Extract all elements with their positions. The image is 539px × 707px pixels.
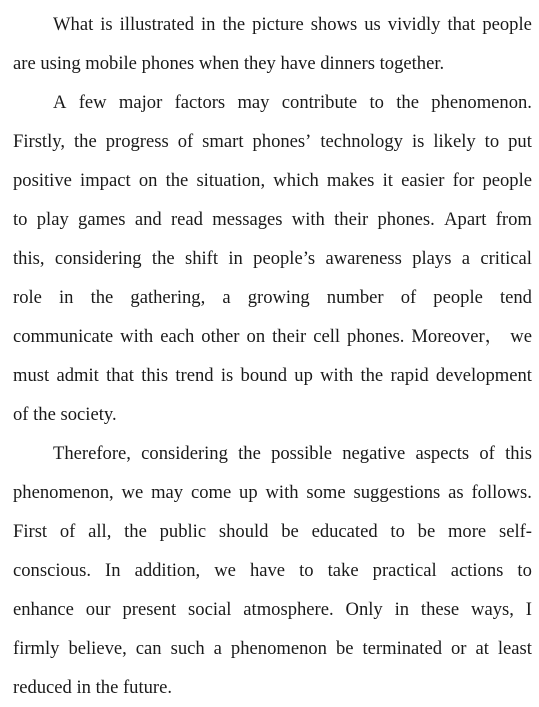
- word: growing: [247, 287, 310, 308]
- word: people’s: [253, 248, 316, 269]
- word: we: [121, 482, 144, 503]
- word: A: [53, 92, 67, 113]
- word: major: [118, 92, 163, 113]
- word: is: [220, 365, 234, 386]
- word: educated: [311, 521, 378, 542]
- word: In: [105, 560, 121, 581]
- paragraph-1: [13, 5, 532, 83]
- word: negative: [342, 443, 406, 464]
- word: games: [78, 209, 126, 230]
- text-line: are using mobile phones when they have dinners together.: [13, 53, 445, 74]
- word: phones’: [252, 131, 312, 152]
- word: to: [13, 209, 28, 230]
- word: to: [390, 521, 405, 542]
- word: of: [400, 287, 417, 308]
- word: up: [294, 365, 313, 386]
- word: least: [497, 638, 532, 659]
- word: which: [273, 170, 319, 191]
- text-line: [13, 434, 532, 473]
- text-line: [13, 356, 532, 395]
- word: it: [382, 170, 393, 191]
- word: self-: [498, 521, 532, 542]
- word: communicate: [13, 326, 114, 347]
- word: bound: [240, 365, 287, 386]
- word: each: [160, 326, 195, 347]
- word: is: [411, 131, 425, 152]
- word: this: [141, 365, 169, 386]
- text-line: [13, 200, 532, 239]
- word: may: [237, 92, 270, 113]
- word: present: [122, 599, 177, 620]
- word: that: [106, 365, 134, 386]
- word: in: [394, 599, 410, 620]
- text-line: [13, 83, 532, 122]
- word: What: [53, 14, 94, 35]
- text-line: [13, 551, 532, 590]
- word: considering: [141, 443, 228, 464]
- word: terminated: [362, 638, 443, 659]
- word: on: [246, 326, 266, 347]
- word: easier: [401, 170, 445, 191]
- word: picture: [252, 14, 304, 35]
- text-line: [13, 161, 532, 200]
- word: the: [151, 248, 175, 269]
- word: number: [326, 287, 384, 308]
- word: from: [495, 209, 532, 230]
- word: phones.: [377, 209, 435, 230]
- word: critical: [480, 248, 532, 269]
- word: I: [525, 599, 532, 620]
- word: follows.: [471, 482, 532, 503]
- word: progress: [105, 131, 169, 152]
- word: practical: [372, 560, 437, 581]
- text-line: [13, 473, 532, 512]
- word: actions: [450, 560, 504, 581]
- word: development: [435, 365, 532, 386]
- word: firmly: [13, 638, 60, 659]
- word: their: [272, 326, 307, 347]
- word: that: [447, 14, 476, 35]
- word: our: [85, 599, 111, 620]
- word: ways,: [471, 599, 514, 620]
- text-line: [13, 5, 532, 44]
- word: admit: [56, 365, 99, 386]
- word: have: [249, 560, 286, 581]
- word: the: [74, 131, 97, 152]
- word: people: [482, 170, 532, 191]
- word: tend: [499, 287, 532, 308]
- word: should: [218, 521, 269, 542]
- word: a: [213, 638, 222, 659]
- word: with: [320, 365, 354, 386]
- word: positive: [13, 170, 72, 191]
- word: public: [159, 521, 207, 542]
- word: of: [59, 521, 76, 542]
- word: conscious.: [13, 560, 91, 581]
- word: considering: [54, 248, 142, 269]
- paragraph-2: [13, 83, 532, 434]
- word: contribute: [281, 92, 358, 113]
- text-line: [13, 278, 532, 317]
- word: is: [100, 14, 113, 35]
- word: to: [369, 92, 384, 113]
- word: the: [222, 14, 246, 35]
- word: Therefore,: [53, 443, 131, 464]
- word: vividly: [387, 14, 441, 35]
- text-line: [13, 122, 532, 161]
- word: we: [214, 560, 236, 581]
- word: on: [138, 170, 158, 191]
- word: gathering,: [130, 287, 206, 308]
- word: makes: [326, 170, 375, 191]
- word: awareness: [325, 248, 402, 269]
- word: addition,: [134, 560, 201, 581]
- word: suggestions: [353, 482, 441, 503]
- word: for: [452, 170, 475, 191]
- word: the: [90, 287, 114, 308]
- text-line: [13, 512, 532, 551]
- word: people: [482, 14, 532, 35]
- word: these: [420, 599, 460, 620]
- word: with: [291, 209, 325, 230]
- word: us: [364, 14, 381, 35]
- word: put: [508, 131, 532, 152]
- word: atmosphere.: [243, 599, 334, 620]
- word: must: [13, 365, 50, 386]
- word: phenomenon: [230, 638, 327, 659]
- word: social: [188, 599, 232, 620]
- essay-document: [13, 5, 532, 707]
- word: the: [396, 92, 419, 113]
- word: impact: [80, 170, 131, 191]
- word: aspects: [415, 443, 470, 464]
- word: technology: [320, 131, 403, 152]
- word: may: [151, 482, 184, 503]
- word: we: [510, 326, 532, 347]
- word: come: [190, 482, 232, 503]
- word: phenomenon.: [431, 92, 532, 113]
- word: illustrated: [119, 14, 194, 35]
- word: First: [13, 521, 48, 542]
- word: their: [334, 209, 369, 230]
- word: shows: [310, 14, 358, 35]
- word: a: [222, 287, 231, 308]
- word: Moreover，: [411, 326, 504, 347]
- text-line: [13, 239, 532, 278]
- word: in: [200, 14, 216, 35]
- word: of: [177, 131, 194, 152]
- word: the: [165, 170, 189, 191]
- word: role: [13, 287, 42, 308]
- word: be: [335, 638, 354, 659]
- text-line: [13, 629, 532, 668]
- word: more: [447, 521, 487, 542]
- paragraph-3: [13, 434, 532, 707]
- word: factors: [174, 92, 226, 113]
- word: messages: [212, 209, 283, 230]
- word: and: [134, 209, 162, 230]
- word: of: [479, 443, 495, 464]
- word: shift: [184, 248, 219, 269]
- word: enhance: [13, 599, 74, 620]
- word: as: [448, 482, 464, 503]
- word: smart: [202, 131, 244, 152]
- word: take: [327, 560, 359, 581]
- word: phenomenon,: [13, 482, 114, 503]
- word: a: [461, 248, 471, 269]
- word: with: [120, 326, 154, 347]
- text-line: [13, 590, 532, 629]
- word: at: [475, 638, 489, 659]
- word: situation,: [196, 170, 266, 191]
- text-line: [13, 317, 532, 356]
- word: such: [170, 638, 205, 659]
- text-line: of the society.: [13, 404, 117, 425]
- word: Apart: [444, 209, 487, 230]
- word: with: [265, 482, 299, 503]
- word: or: [451, 638, 467, 659]
- word: the: [124, 521, 147, 542]
- word: believe,: [68, 638, 127, 659]
- word: the: [238, 443, 261, 464]
- word: few: [78, 92, 107, 113]
- word: this: [505, 443, 532, 464]
- word: possible: [271, 443, 333, 464]
- word: read: [170, 209, 203, 230]
- word: rapid: [390, 365, 429, 386]
- word: plays: [412, 248, 452, 269]
- word: some: [306, 482, 346, 503]
- word: to: [299, 560, 314, 581]
- word: in: [228, 248, 243, 269]
- word: be: [281, 521, 299, 542]
- word: be: [417, 521, 436, 542]
- word: people: [433, 287, 483, 308]
- word: can: [135, 638, 162, 659]
- word: play: [36, 209, 69, 230]
- word: cell: [313, 326, 341, 347]
- word: the: [360, 365, 384, 386]
- word: to: [517, 560, 532, 581]
- word: Firstly,: [13, 131, 66, 152]
- word: to: [484, 131, 500, 152]
- word: Only: [345, 599, 383, 620]
- word: likely: [433, 131, 476, 152]
- word: in: [59, 287, 74, 308]
- word: trend: [175, 365, 214, 386]
- word: phones.: [347, 326, 405, 347]
- word: up: [239, 482, 258, 503]
- text-line: reduced in the future.: [13, 677, 173, 698]
- word: this,: [13, 248, 45, 269]
- word: all,: [88, 521, 112, 542]
- word: other: [201, 326, 240, 347]
